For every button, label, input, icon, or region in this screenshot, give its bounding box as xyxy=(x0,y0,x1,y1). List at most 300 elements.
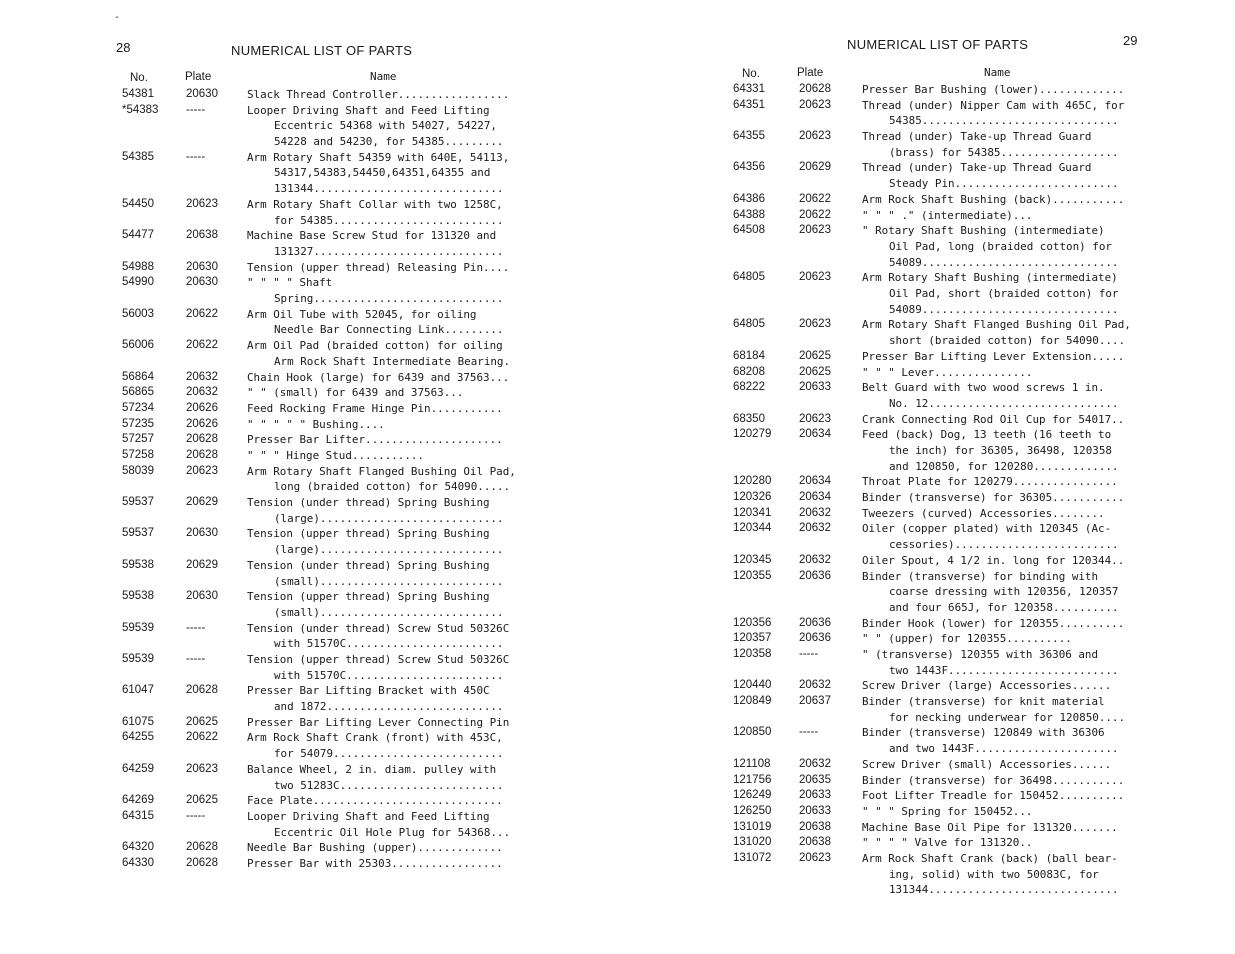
part-name-line: Steady Pin......................... xyxy=(889,177,1119,191)
part-name-line: two 1443F.......................... xyxy=(889,663,1119,677)
plate-number: 20630 xyxy=(186,276,218,289)
plate-number: 20638 xyxy=(186,229,218,242)
part-name-line: Presser Bar with 25303................. xyxy=(247,857,503,870)
plate-number: 20635 xyxy=(799,773,831,786)
part-number: 59537 xyxy=(122,496,154,509)
part-number: 131019 xyxy=(733,820,772,833)
part-name xyxy=(247,401,503,417)
part-row xyxy=(114,589,534,620)
plate-number: 20629 xyxy=(799,161,831,174)
part-row xyxy=(733,82,1153,98)
part-name-line: Presser Bar Lifting Lever Connecting Pin xyxy=(247,715,510,729)
part-name-line: with 51570C........................ xyxy=(274,668,504,682)
part-row xyxy=(733,98,1153,129)
part-number: 121108 xyxy=(733,757,771,770)
part-name xyxy=(862,773,1124,789)
part-name-line: (small)............................ xyxy=(274,574,504,588)
part-name-line: two 51283C......................... xyxy=(274,778,504,792)
part-name-line: Oiler (copper plated) with 120345 (Ac- xyxy=(862,522,1112,536)
part-row xyxy=(733,349,1153,365)
part-name-line: Tension (upper thread) Spring Bushing xyxy=(247,590,490,604)
part-number: 64269 xyxy=(122,794,154,807)
plate-number: 20637 xyxy=(799,695,831,708)
part-row xyxy=(733,553,1153,569)
part-number: 120341 xyxy=(733,506,772,519)
part-number: 68222 xyxy=(733,381,765,394)
part-name xyxy=(247,370,509,386)
part-name xyxy=(862,694,1125,725)
part-row xyxy=(733,129,1153,160)
part-row xyxy=(114,417,534,433)
left-parts-list xyxy=(114,87,534,872)
part-name-line: Eccentric 54368 with 54027, 54227, xyxy=(274,119,497,133)
part-name xyxy=(247,197,504,228)
part-name-line: Binder (transverse) for 36305........... xyxy=(862,491,1125,505)
plate-number: 20636 xyxy=(799,632,831,645)
part-row xyxy=(114,762,534,793)
part-name-line: Arm Rotary Shaft Flanged Bushing Oil Pad, xyxy=(862,318,1131,332)
part-name-line: Slack Thread Controller................. xyxy=(247,88,510,101)
part-name xyxy=(862,851,1119,898)
part-name xyxy=(247,715,509,731)
plate-number: 20633 xyxy=(799,804,831,817)
part-name-line: Thread (under) Take-up Thread Guard xyxy=(862,130,1092,144)
part-name-line: Binder (transverse) for binding with xyxy=(862,569,1099,583)
part-name-line: Foot Lifter Treadle for 150452.......... xyxy=(862,789,1125,803)
part-name-line: Oiler Spout, 4 1/2 in. long for 120344.. xyxy=(862,553,1125,567)
plate-number: 20632 xyxy=(799,506,831,519)
part-number: 120357 xyxy=(733,632,772,645)
plate-number: 20625 xyxy=(186,715,218,728)
part-number: 64356 xyxy=(733,161,765,174)
part-name xyxy=(862,835,1032,851)
part-row xyxy=(733,506,1153,522)
plate-number: 20630 xyxy=(186,88,218,100)
part-name xyxy=(862,474,1118,490)
part-name-line: for necking underwear for 120850.... xyxy=(889,710,1126,724)
part-name-line: Oil Pad, long (braided cotton) for xyxy=(889,239,1112,253)
part-name xyxy=(862,98,1124,129)
plate-number: 20634 xyxy=(799,428,831,441)
part-name-line: " " " ." (intermediate)... xyxy=(862,208,1033,222)
plate-number: ----- xyxy=(799,647,819,660)
plate-number: 20622 xyxy=(799,208,831,221)
part-name-line: Feed Rocking Frame Hinge Pin........... xyxy=(247,401,503,415)
plate-number: 20633 xyxy=(799,789,831,802)
part-number: 120850 xyxy=(733,726,772,739)
part-row xyxy=(733,616,1153,632)
part-row xyxy=(114,401,534,417)
part-name xyxy=(862,270,1119,317)
plate-number: 20623 xyxy=(799,130,831,143)
part-number: 64805 xyxy=(733,271,765,284)
part-name-line: Chain Hook (large) for 6439 and 37563... xyxy=(247,370,510,384)
plate-number: 20623 xyxy=(186,762,218,775)
part-number: 56865 xyxy=(122,386,154,399)
part-number: 59539 xyxy=(122,652,154,665)
part-name-line: Feed (back) Dog, 13 teeth (16 teeth to xyxy=(862,428,1112,442)
plate-number: 20632 xyxy=(186,370,218,383)
part-name-line: Presser Bar Lifting Lever Extension..... xyxy=(862,349,1125,363)
part-number: 54988 xyxy=(122,260,154,273)
part-name xyxy=(862,160,1119,191)
part-row xyxy=(733,804,1153,820)
part-name xyxy=(862,506,1105,522)
part-number: 54450 xyxy=(122,197,154,210)
plate-number: 20634 xyxy=(799,491,831,504)
plate-number: 20623 xyxy=(186,464,218,477)
plate-number: 20628 xyxy=(186,433,218,446)
part-name xyxy=(862,490,1124,506)
corner-mark: - xyxy=(114,12,121,23)
part-row xyxy=(114,275,534,306)
part-name xyxy=(247,417,385,433)
part-name-line: Screw Driver (small) Accessories...... xyxy=(862,757,1112,771)
part-number: 57257 xyxy=(122,433,154,446)
part-name-line: Thread (under) Nipper Cam with 465C, for xyxy=(862,98,1125,112)
left-header-plate: Plate xyxy=(185,71,212,83)
part-number: 120849 xyxy=(733,695,772,708)
part-name-line: and 1872........................... xyxy=(274,700,504,714)
right-header-name: Name xyxy=(984,66,1011,79)
part-name-line: Presser Bar Lifting Bracket with 450C xyxy=(247,684,490,698)
part-name xyxy=(247,385,463,401)
part-name-line: 131344............................. xyxy=(274,182,504,196)
part-row xyxy=(733,270,1153,317)
part-name xyxy=(862,569,1119,616)
part-name xyxy=(247,621,509,652)
part-row xyxy=(733,490,1153,506)
part-row xyxy=(114,448,534,464)
part-number: 64508 xyxy=(733,224,765,237)
plate-number: ----- xyxy=(186,652,206,665)
part-number: 120356 xyxy=(733,616,772,629)
part-name xyxy=(247,856,503,872)
plate-number: 20630 xyxy=(186,527,218,540)
part-row xyxy=(733,521,1153,552)
part-name-line: short (braided cotton) for 54090.... xyxy=(889,334,1126,348)
part-name-line: Belt Guard with two wood screws 1 in. xyxy=(862,381,1105,395)
part-number: 56864 xyxy=(122,370,154,383)
part-number: 126249 xyxy=(733,789,772,802)
part-name-line: 131344............................. xyxy=(889,883,1119,897)
part-number: 56006 xyxy=(122,339,154,352)
plate-number: ----- xyxy=(186,809,206,822)
part-row xyxy=(114,103,534,150)
part-name xyxy=(247,809,510,840)
left-header-no: No. xyxy=(130,72,148,84)
right-header-no: No. xyxy=(742,68,760,80)
plate-number: 20628 xyxy=(186,857,218,869)
plate-number: 20630 xyxy=(186,260,218,273)
part-name-line: Needle Bar Connecting Link......... xyxy=(274,323,504,337)
part-number: 64386 xyxy=(733,192,765,205)
part-number: *54383 xyxy=(122,103,159,116)
part-row xyxy=(733,412,1153,428)
part-name-line: Presser Bar Bushing (lower)............. xyxy=(862,83,1125,96)
part-name xyxy=(862,129,1119,160)
part-name-line: Arm Rotary Shaft Bushing (intermediate) xyxy=(862,271,1118,285)
part-name xyxy=(862,317,1131,348)
part-name-line: " " " " Shaft xyxy=(247,276,333,290)
part-number: 57235 xyxy=(122,417,154,430)
right-parts-list xyxy=(733,82,1153,898)
part-row xyxy=(733,192,1153,208)
plate-number: 20623 xyxy=(799,224,831,237)
part-row xyxy=(733,820,1153,836)
part-name-line: " " (upper) for 120355.......... xyxy=(862,632,1072,646)
part-name xyxy=(862,788,1124,804)
part-name xyxy=(862,82,1124,98)
part-name-line: ing, solid) with two 50083C, for xyxy=(889,867,1099,881)
part-name xyxy=(247,228,504,259)
part-name xyxy=(247,275,504,306)
part-number: 120358 xyxy=(733,647,772,660)
part-name-line: Binder (transverse) for 36498........... xyxy=(862,773,1125,787)
part-row xyxy=(114,840,534,856)
part-row xyxy=(114,385,534,401)
part-name xyxy=(247,103,504,150)
part-name xyxy=(862,725,1119,756)
part-number: 57258 xyxy=(122,448,154,461)
plate-number: 20623 xyxy=(799,412,831,425)
part-row xyxy=(114,370,534,386)
part-row xyxy=(114,228,534,259)
plate-number: 20628 xyxy=(799,83,831,95)
plate-number: 20626 xyxy=(186,417,218,430)
plate-number: ----- xyxy=(186,621,206,634)
right-page-number: 29 xyxy=(1123,33,1138,48)
part-name-line: Tension (upper thread) Releasing Pin.... xyxy=(247,260,510,274)
part-row xyxy=(733,380,1153,411)
part-number: 64320 xyxy=(122,841,154,854)
part-number: 64355 xyxy=(733,130,765,143)
plate-number: 20622 xyxy=(799,192,831,205)
part-number: 120345 xyxy=(733,553,772,566)
plate-number: 20628 xyxy=(186,684,218,697)
part-number: 120440 xyxy=(733,679,772,692)
part-name-line: for 54079.......................... xyxy=(274,747,504,761)
plate-number: 20623 xyxy=(799,851,831,864)
part-row xyxy=(733,631,1153,647)
plate-number: 20622 xyxy=(186,307,218,320)
part-name xyxy=(247,495,504,526)
part-name-line: " " " Lever............... xyxy=(862,365,1033,379)
part-name-line: coarse dressing with 120356, 120357 xyxy=(889,585,1119,599)
part-row xyxy=(114,338,534,369)
part-number: 64315 xyxy=(122,809,154,822)
part-row xyxy=(733,160,1153,191)
part-name-line: Arm Oil Pad (braided cotton) for oiling xyxy=(247,339,503,353)
right-page-title: NUMERICAL LIST OF PARTS xyxy=(847,37,1029,52)
part-row xyxy=(114,432,534,448)
right-header-plate: Plate xyxy=(797,67,824,79)
part-row xyxy=(114,464,534,495)
part-name-line: Arm Rock Shaft Crank (back) (ball bear- xyxy=(862,851,1118,865)
plate-number: 20628 xyxy=(186,841,218,854)
part-name-line: Screw Driver (large) Accessories...... xyxy=(862,679,1112,693)
part-name-line: " " " " Valve for 131320.. xyxy=(862,836,1033,850)
part-name-line: Tension (under thread) Spring Bushing xyxy=(247,558,490,572)
plate-number: 20638 xyxy=(799,836,831,849)
part-name-line: Binder (transverse) 120849 with 36306 xyxy=(862,726,1105,740)
part-name-line: Binder Hook (lower) for 120355.......... xyxy=(862,616,1125,630)
part-name-line: Throat Plate for 120279................ xyxy=(862,475,1118,489)
part-row xyxy=(733,365,1153,381)
part-row xyxy=(733,835,1153,851)
part-name-line: Arm Rotary Shaft Flanged Bushing Oil Pad, xyxy=(247,464,516,478)
plate-number: 20629 xyxy=(186,558,218,571)
plate-number: 20623 xyxy=(799,271,831,284)
part-name-line: Needle Bar Bushing (upper)............. xyxy=(247,841,503,855)
plate-number: 20634 xyxy=(799,475,831,488)
part-name xyxy=(862,412,1124,428)
part-name xyxy=(862,427,1119,474)
part-name-line: Crank Connecting Rod Oil Cup for 54017.. xyxy=(862,412,1125,426)
part-row xyxy=(733,474,1153,490)
plate-number: 20638 xyxy=(799,820,831,833)
part-row xyxy=(733,788,1153,804)
part-name xyxy=(862,804,1032,820)
part-name-line: Oil Pad, short (braided cotton) for xyxy=(889,287,1119,301)
part-name-line: cessories)......................... xyxy=(889,538,1119,552)
left-header-name: Name xyxy=(370,70,397,83)
part-name-line: Presser Bar Lifter..................... xyxy=(247,433,503,447)
part-number: 56003 xyxy=(122,307,154,320)
part-row xyxy=(114,730,534,761)
part-row xyxy=(733,851,1153,898)
part-number: 121756 xyxy=(733,773,772,786)
part-name-line: (large)............................ xyxy=(274,543,504,557)
part-name-line: No. 12............................. xyxy=(889,396,1119,410)
part-number: 64805 xyxy=(733,318,765,331)
part-name xyxy=(862,631,1072,647)
part-number: 64259 xyxy=(122,762,154,775)
plate-number: 20632 xyxy=(799,553,831,566)
part-number: 59538 xyxy=(122,558,154,571)
part-row xyxy=(114,150,534,197)
part-name xyxy=(247,526,504,557)
part-number: 126250 xyxy=(733,804,772,817)
part-row xyxy=(114,683,534,714)
part-name xyxy=(247,683,504,714)
part-name xyxy=(862,365,1032,381)
part-number: 64388 xyxy=(733,208,765,221)
part-name-line: Machine Base Screw Stud for 131320 and xyxy=(247,229,497,243)
plate-number: 20630 xyxy=(186,590,218,603)
part-number: 120280 xyxy=(733,475,772,488)
part-name xyxy=(247,150,509,197)
part-row xyxy=(114,856,534,872)
part-name-line: 54089.............................. xyxy=(889,302,1119,316)
part-name-line: 54089.............................. xyxy=(889,255,1119,269)
part-name-line: Balance Wheel, 2 in. diam. pulley with xyxy=(247,762,497,776)
left-page-title: NUMERICAL LIST OF PARTS xyxy=(231,43,413,58)
part-name-line: Looper Driving Shaft and Feed Lifting xyxy=(247,103,490,117)
part-row xyxy=(733,223,1153,270)
plate-number: ----- xyxy=(799,726,819,739)
part-number: 61047 xyxy=(122,684,154,697)
part-name-line: Tension (upper thread) Screw Stud 50326C xyxy=(247,652,510,666)
part-name-line: " " " Hinge Stud........... xyxy=(247,448,425,462)
part-number: 54990 xyxy=(122,276,154,289)
part-row xyxy=(733,757,1153,773)
part-number: 131072 xyxy=(733,851,772,864)
part-name xyxy=(247,762,504,793)
part-name-line: (small)............................ xyxy=(274,605,504,619)
part-name xyxy=(247,432,503,448)
part-name-line: (large)............................ xyxy=(274,511,504,525)
part-number: 59537 xyxy=(122,527,154,540)
part-row xyxy=(114,793,534,809)
part-name xyxy=(862,349,1124,365)
part-name xyxy=(862,647,1119,678)
part-name-line: " " (small) for 6439 and 37563... xyxy=(247,386,464,400)
part-name-line: " " " Spring for 150452... xyxy=(862,804,1033,818)
part-name-line: (brass) for 54385.................. xyxy=(889,145,1119,159)
part-name-line: Thread (under) Take-up Thread Guard xyxy=(862,161,1092,175)
part-number: 68184 xyxy=(733,349,765,362)
plate-number: 20625 xyxy=(186,794,218,807)
part-name-line: Spring............................. xyxy=(274,292,504,306)
part-name-line: Face Plate............................. xyxy=(247,794,503,808)
part-name-line: Tweezers (curved) Accessories........ xyxy=(862,506,1105,520)
part-name-line: Tension (under thread) Screw Stud 50326C xyxy=(247,621,510,635)
plate-number: 20632 xyxy=(799,679,831,692)
part-name xyxy=(862,757,1111,773)
part-name-line: Arm Rotary Shaft 54359 with 640E, 54113, xyxy=(247,150,510,164)
part-name-line: with 51570C........................ xyxy=(274,637,504,651)
part-name-line: 54228 and 54230, for 54385......... xyxy=(274,135,504,149)
part-name-line: 131327............................. xyxy=(274,244,504,258)
plate-number: 20626 xyxy=(186,401,218,414)
plate-number: 20636 xyxy=(799,569,831,582)
part-name xyxy=(247,652,509,683)
part-number: 58039 xyxy=(122,464,154,477)
part-name xyxy=(862,820,1118,836)
plate-number: 20623 xyxy=(799,98,831,111)
plate-number: 20625 xyxy=(799,365,831,378)
plate-number: 20632 xyxy=(186,386,218,399)
plate-number: 20629 xyxy=(186,496,218,509)
part-number: 131020 xyxy=(733,836,772,849)
part-name xyxy=(862,553,1124,569)
part-row xyxy=(114,621,534,652)
plate-number: 20622 xyxy=(186,731,218,744)
part-name xyxy=(862,616,1124,632)
part-number: 120355 xyxy=(733,569,772,582)
part-name-line: Machine Base Oil Pipe for 131320....... xyxy=(862,820,1118,834)
part-number: 68350 xyxy=(733,412,765,425)
part-name xyxy=(862,678,1111,694)
part-number: 64351 xyxy=(733,98,765,111)
plate-number: 20632 xyxy=(799,522,831,535)
part-name-line: Arm Rotary Shaft Collar with two 1258C, xyxy=(247,197,503,211)
part-name xyxy=(247,840,503,856)
part-number: 57234 xyxy=(122,401,154,414)
part-name-line: Arm Rock Shaft Bushing (back)........... xyxy=(862,192,1125,206)
part-number: 68208 xyxy=(733,365,765,378)
part-row xyxy=(114,809,534,840)
part-number: 64330 xyxy=(122,857,154,869)
part-number: 59539 xyxy=(122,621,154,634)
part-name xyxy=(247,589,504,620)
plate-number: 20628 xyxy=(186,448,218,461)
plate-number: 20623 xyxy=(186,197,218,210)
part-number: 120326 xyxy=(733,491,772,504)
plate-number: 20633 xyxy=(799,381,831,394)
part-name xyxy=(247,87,509,103)
